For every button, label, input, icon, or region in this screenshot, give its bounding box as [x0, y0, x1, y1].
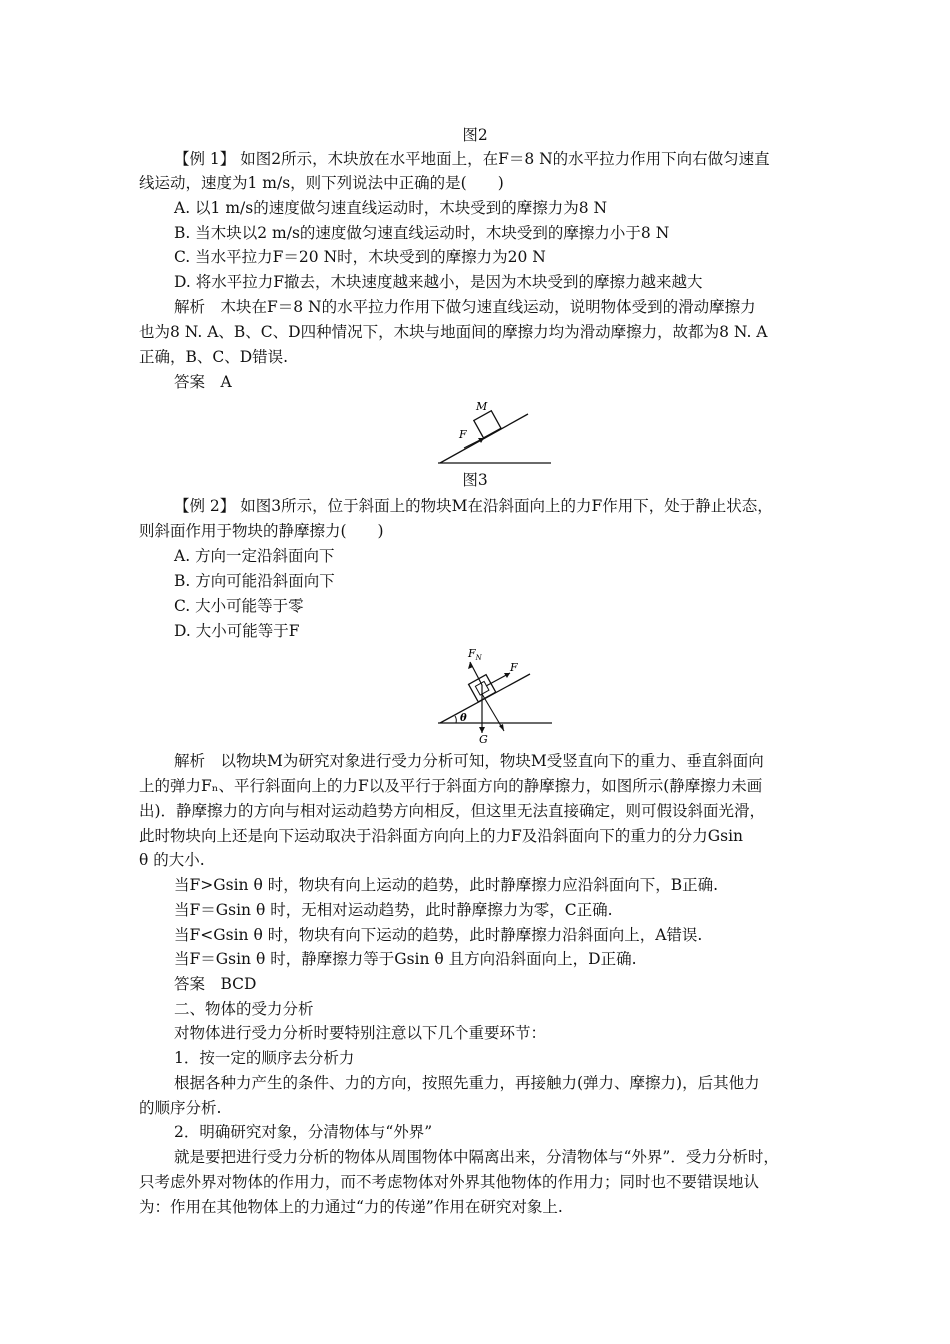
example-2-analysis-line-4: 此时物块向上还是向下运动取决于沿斜面方向向上的力F及沿斜面向下的重力的分力Gsin — [139, 827, 744, 845]
figure-2-caption: 图2 — [462, 126, 488, 144]
example-2-analysis-line-2: 上的弹力Fₙ、平行斜面向上的力F以及平行于斜面方向的静摩擦力，如图所示(静摩擦力未画 — [139, 777, 763, 795]
section-2-heading: 二、物体的受力分析 — [174, 1000, 314, 1018]
label-m: M — [476, 400, 488, 413]
label-f: F — [459, 428, 467, 441]
section-2-item-2-title: 2．明确研究对象，分清物体与“外界” — [174, 1123, 433, 1141]
example-1-answer: 答案 A — [174, 373, 232, 391]
example-2-case-2: 当F＝Gsin θ 时，无相对运动趋势，此时静摩擦力为零，C正确. — [174, 901, 613, 919]
section-2-item-1-line-2: 的顺序分析. — [139, 1099, 222, 1117]
example-2-option-c: C. 大小可能等于零 — [174, 597, 304, 615]
example-2-analysis-line-1: 解析 以物块M为研究对象进行受力分析可知，物块M受竖直向下的重力、垂直斜面向 — [174, 752, 764, 770]
example-2-analysis-line-3: 出)．静摩擦力的方向与相对运动趋势方向相反，但这里无法直接确定，则可假设斜面光滑， — [139, 802, 766, 820]
example-1-option-c: C. 当水平拉力F＝20 N时，木块受到的摩擦力为20 N — [174, 248, 546, 266]
example-2-case-1: 当F>Gsin θ 时，物块有向上运动的趋势，此时静摩擦力应沿斜面向下，B正确. — [174, 876, 719, 894]
example-1-question-line-1: 【例 1】 如图2所示，木块放在水平地面上，在F＝8 N的水平拉力作用下向右做匀速直 — [174, 150, 770, 168]
example-1-option-b: B. 当木块以2 m/s的速度做匀速直线运动时，木块受到的摩擦力小于8 N — [174, 224, 670, 242]
section-2-intro: 对物体进行受力分析时要特别注意以下几个重要环节： — [174, 1024, 547, 1042]
example-1-analysis-line-3: 正确，B、C、D错误. — [139, 348, 289, 366]
label-fn: $F_N$ — [468, 647, 482, 662]
example-1-analysis-line-1: 解析 木块在F＝8 N的水平拉力作用下做匀速直线运动，说明物体受到的滑动摩擦力 — [174, 298, 756, 316]
example-1-question-line-2: 线运动，速度为1 m/s，则下列说法中正确的是( ) — [139, 174, 504, 192]
section-2-item-1-line-1: 根据各种力产生的条件、力的方向，按照先重力，再接触力(弹力、摩擦力)，后其他力 — [174, 1074, 760, 1092]
example-2-answer: 答案 BCD — [174, 975, 257, 993]
section-2-item-2-line-3: 为：作用在其他物体上的力通过“力的传递”作用在研究对象上. — [139, 1198, 563, 1216]
example-2-question-line-2: 则斜面作用于物块的静摩擦力( ) — [139, 522, 384, 540]
example-2-case-4: 当F＝Gsin θ 时，静摩擦力等于Gsin θ 且方向沿斜面向上，D正确. — [174, 950, 637, 968]
section-2-item-2-line-2: 只考虑外界对物体的作用力，而不考虑物体对外界其他物体的作用力；同时也不要错误地认 — [139, 1173, 760, 1191]
block-m — [474, 411, 501, 438]
example-2-question-line-1: 【例 2】 如图3所示，位于斜面上的物块M在沿斜面向上的力F作用下，处于静止状态， — [174, 497, 773, 515]
label-f: F — [510, 661, 518, 674]
example-1-option-a: A. 以1 m/s的速度做匀速直线运动时，木块受到的摩擦力为8 N — [174, 199, 608, 217]
figure-3-caption: 图3 — [462, 471, 488, 489]
section-2-item-1-title: 1．按一定的顺序去分析力 — [174, 1049, 355, 1067]
example-1-option-d: D. 将水平拉力F撤去，木块速度越来越小，是因为木块受到的摩擦力越来越大 — [174, 273, 703, 291]
figure-3-incline — [430, 396, 560, 468]
example-2-option-d: D. 大小可能等于F — [174, 622, 300, 640]
section-2-item-2-line-1: 就是要把进行受力分析的物体从周围物体中隔离出来，分清物体与“外界”．受力分析时， — [174, 1148, 779, 1166]
example-2-case-3: 当F<Gsin θ 时，物块有向下运动的趋势，此时静摩擦力沿斜面向上，A错误. — [174, 926, 703, 944]
label-g: G — [479, 733, 488, 744]
example-2-option-a: A. 方向一定沿斜面向下 — [174, 547, 335, 565]
force-diagram — [430, 644, 560, 744]
example-2-option-b: B. 方向可能沿斜面向下 — [174, 572, 335, 590]
example-2-analysis-line-5: θ 的大小. — [139, 851, 205, 869]
label-theta: θ — [460, 713, 467, 724]
example-1-analysis-line-2: 也为8 N. A、B、C、D四种情况下，木块与地面间的摩擦力均为滑动摩擦力，故都为8 N. A — [139, 323, 768, 341]
